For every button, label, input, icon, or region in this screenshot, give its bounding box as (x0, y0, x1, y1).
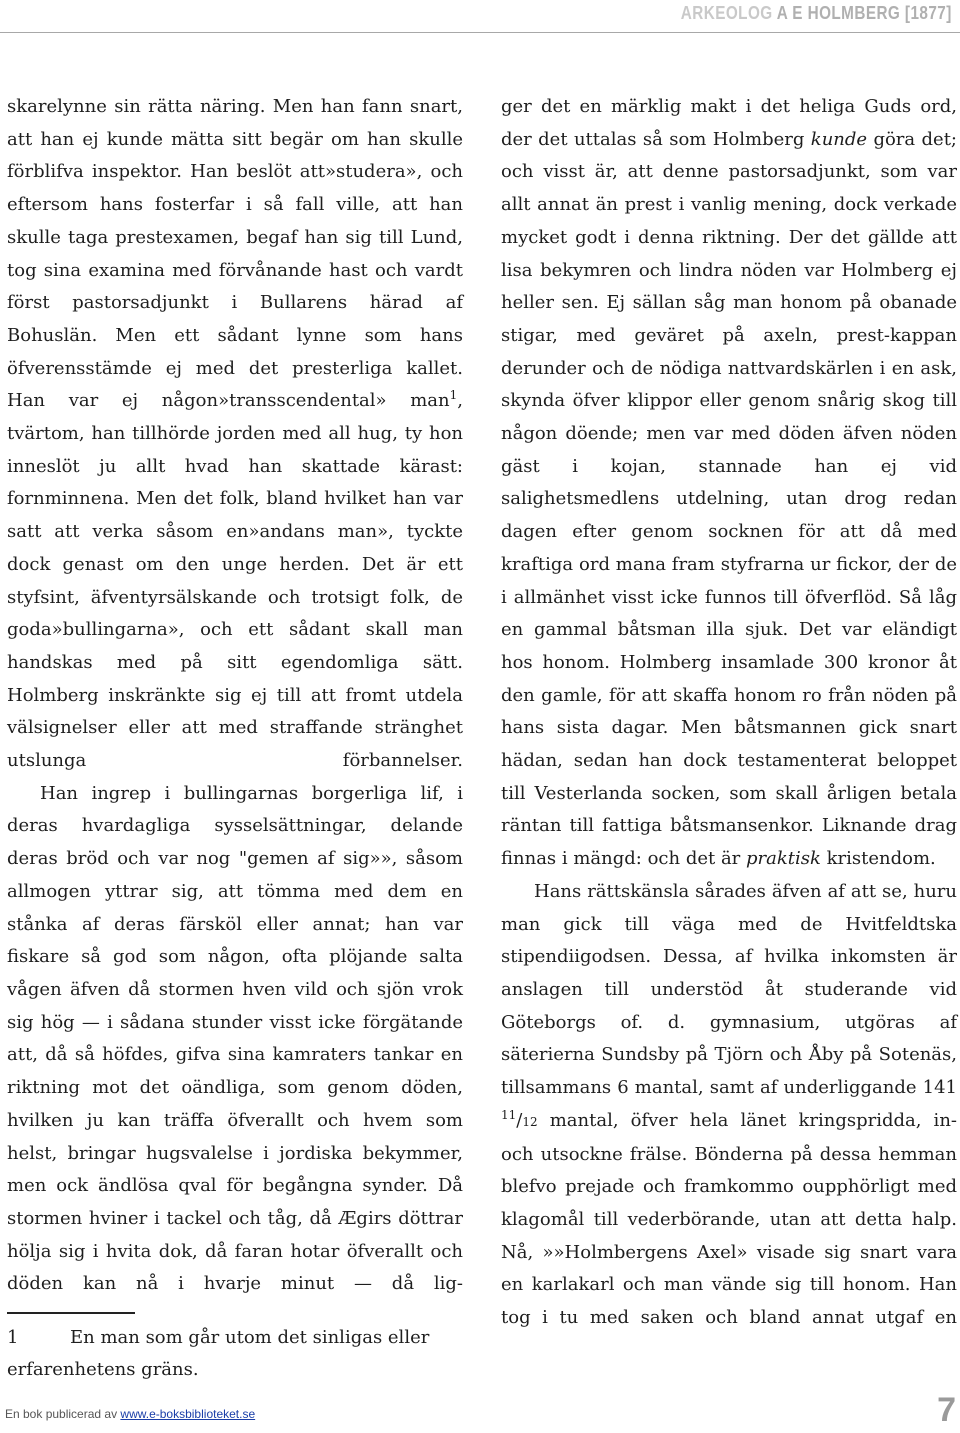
left-column (7, 91, 463, 1301)
header-rule (0, 32, 960, 33)
text-run: , tvärtom, han tillhörde jorden med all hug, ty hon inneslöt ju allt hvad han skattade kärast: fornminnena. Men det folk, bland hvilket han var satt att verka såsom en»andans man», tyckte dock genast om den unge herden. Det är ett styfsint, äfventyrsälskande och trotsigt folk, de goda»bullingarna», och ett sådant skall man handskas med på sitt egendomliga sätt. Holmberg inskränkte sig ej till att fromt utdela välsignelser eller att med straffande stränghet utslunga förbannelser. (7, 390, 463, 772)
fraction-slash: / (516, 1109, 523, 1131)
footer (5, 1407, 255, 1421)
page-number: 7 (937, 1391, 956, 1429)
fraction-denominator: 12 (522, 1114, 538, 1129)
footnote-number: 1 (7, 1327, 19, 1348)
text-run: Hans rättskänsla sårades äfven af att se, huru man gick till väga med de Hvitfeldtska stipendiigodsen. Dessa, af hvilka inkomsten är anslagen till understöd åt studerande vid Göteborgs of. d. gymnasium, utgöras af säterierna Sundsby på Tjörn och Åby på Sotenäs, tillsammans 6 mantal, samt af underliggande 141 (501, 880, 957, 1099)
paragraph: Han ingrep i bullingarnas borgerliga lif, i deras hvardagliga sysselsättningar, delande deras bröd och var nog "gemen af sig»», såsom allmogen yttrar sig, att tömma med dem en stånka af deras färsköl eller annat; han var fiskare så god som någon, ofta plöjande salta vågen äfven då stormen hven vild och sjön vrok sig hög — i sådana stunder visst icke förgätande att, då så höfdes, gifva sina kamraters tankar en riktning mot det oändliga, som genom döden, hvilken ju kan träffa öfverallt och hvem som helst, bringar hugsvalelse i jordiska bekymmer, men ock ändlösa qval för begångna synder. Då stormen hviner i tackel och tåg, då Ægirs döttrar hölja sig i hvita dok, då faran hotar öfverallt och döden kan nå i hvarje minut — då lig- (7, 782, 463, 1295)
fraction-numerator: 11 (501, 1107, 517, 1122)
text-run: kristendom. (820, 848, 936, 870)
footnote-rule (7, 1312, 135, 1314)
emphasis: kunde (810, 128, 868, 150)
paragraph (501, 91, 957, 876)
right-column (501, 91, 957, 1335)
footnote-text: En man som går utom det sinligas eller erfarenhetens gräns. (7, 1327, 430, 1380)
paragraph (501, 876, 957, 1335)
footnote (7, 1322, 463, 1386)
text-run: mantal, öfver hela länet kringspridda, in- och utsockne frälse. Bönderna på dessa hemman blefvo prejade och framkommo oupphörligt med klagomål till vederbörande, utan att detta halp. Nå, »»Holmbergens Axel» visade sig snart vara en karlakarl och man vände sig till honom. Han tog i tu med saken och bland annat utgaf en (501, 1109, 957, 1329)
paragraph (7, 91, 463, 778)
text-run: ger det en märklig makt i det heliga Guds ord, der det uttalas så som Holmberg (501, 96, 957, 150)
footnote-ref[interactable]: 1 (449, 388, 458, 403)
emphasis: praktisk (746, 848, 821, 870)
header-part1: ARKEOLOG (681, 3, 778, 23)
text-run: göra det; och visst är, att denne pastorsadjunkt, som var allt annat än prest i vanlig mening, dock verkade mycket godt i denna riktning. Der det gällde att lisa bekymren och lindra nöden var Holmberg ej heller sen. Ej sällan såg man honom på obanade stigar, med geväret på axeln, prest-kappan derunder och de nödiga nattvardskärlen i en ask, skynda öfver klippor eller genom snårig skog till någon döende; men var med döden äfven nöden gäst i kojan, stannade han ej vid salighetsmedlens utdelning, utan drog redan dagen efter genom socknen för att då med kraftiga ord mana fram styfrarna ur fickor, der de i allmänhet visst icke funnos till öfverflöd. Så låg en gammal båtsman illa sjuk. Det var eländigt hos honom. Holmberg insamlade 300 kronor åt den gamle, för att skaffa honom ro från nöden på hans sista dagar. Men båtsmannen gick snart hädan, sedan han dock testamenterat beloppet till Vesterlanda socken, som skall årligen betala räntan till fattiga båtsmansenkor. Liknande drag finnas i mängd: och det är (501, 128, 957, 870)
running-header (681, 4, 952, 22)
footer-prefix: En bok publicerad av (5, 1407, 121, 1421)
publisher-link[interactable]: www.e-boksbiblioteket.se (120, 1407, 256, 1421)
text-run: skarelynne sin rätta näring. Men han fann snart, att han ej kunde mätta sitt begär om han skulle förblifva inspektor. Han beslöt att»studera», och eftersom hans fosterfar i så fall ville, att han skulle taga prestexamen, begaf han sig till Lund, tog sina examina med förvånande hast och vardt först pastorsadjunkt i Bullarens härad af Bohuslän. Men ett sådant lynne som hans öfverensstämde ej med det presterliga kallet. Han var ej någon»transscendental» man (7, 96, 463, 412)
header-part2: A E HOLMBERG [1877] (777, 3, 952, 23)
